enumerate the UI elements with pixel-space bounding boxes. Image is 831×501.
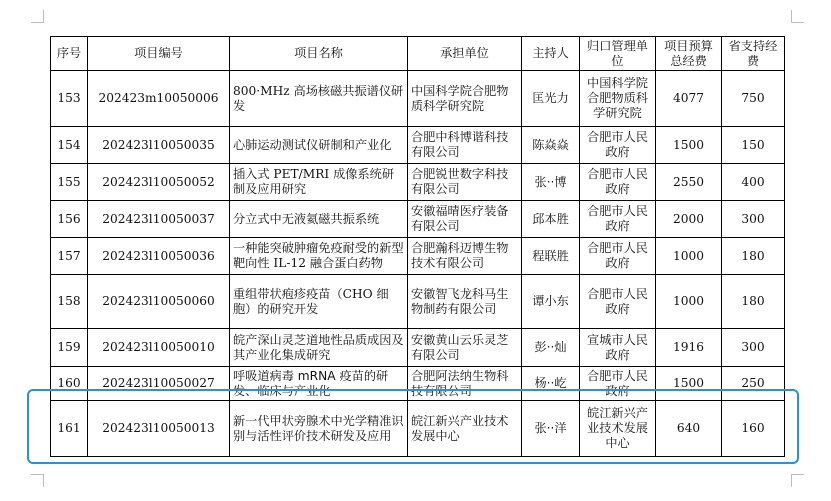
cell-lead: 邱本胜 xyxy=(522,201,580,238)
cell-no: 159 xyxy=(51,329,88,367)
cell-lead: 程联胜 xyxy=(522,238,580,275)
cell-dept: 合肥市人民政府 xyxy=(580,238,656,275)
cell-code: 202423l10050036 xyxy=(88,238,230,275)
cell-support: 180 xyxy=(722,275,785,329)
cell-code: 202423l10050037 xyxy=(88,201,230,238)
cell-name: 分立式中无液氦磁共振系统 xyxy=(230,201,408,238)
page-corner-top-right xyxy=(791,10,804,23)
cell-dept: 合肥市人民政府 xyxy=(580,275,656,329)
cell-support: 400 xyxy=(722,164,785,201)
page-corner-bottom-right xyxy=(791,474,804,487)
cell-dept: 合肥市人民政府 xyxy=(580,127,656,164)
cell-name: 一种能突破肿瘤免疫耐受的新型靶向性 IL-12 融合蛋白药物 xyxy=(230,238,408,275)
cell-lead: 彭··灿 xyxy=(522,329,580,367)
cell-support: 180 xyxy=(722,238,785,275)
cell-no: 156 xyxy=(51,201,88,238)
cell-dept: 合肥市人民政府 xyxy=(580,164,656,201)
cell-name: 心肺运动测试仪研制和产业化 xyxy=(230,127,408,164)
header-support: 省支持经费 xyxy=(722,37,785,71)
cell-support: 300 xyxy=(722,329,785,367)
cell-org: 安徽智飞龙科马生物制药有限公司 xyxy=(408,275,522,329)
cell-budget: 1500 xyxy=(656,367,722,401)
cell-name: 皖产深山灵芝道地性品质成因及其产业化集成研究 xyxy=(230,329,408,367)
cell-dept: 中国科学院合肥物质科学研究院 xyxy=(580,71,656,127)
cell-code: 202423l10050013 xyxy=(88,401,230,457)
cell-code: 202423l10050035 xyxy=(88,127,230,164)
cell-code: 202423l10050060 xyxy=(88,275,230,329)
cell-org: 合肥瀚科迈博生物技术有限公司 xyxy=(408,238,522,275)
cell-budget: 1916 xyxy=(656,329,722,367)
cell-budget: 2000 xyxy=(656,201,722,238)
cell-support: 300 xyxy=(722,201,785,238)
table-header-row xyxy=(51,37,785,71)
header-lead: 主持人 xyxy=(522,37,580,71)
cell-no: 161 xyxy=(51,401,88,457)
cell-name: 新一代甲状旁腺术中光学精准识别与活性评价技术研发及应用 xyxy=(230,401,408,457)
table-row xyxy=(51,127,785,164)
cell-name: 插入式 PET/MRI 成像系统研制及应用研究 xyxy=(230,164,408,201)
header-no: 序号 xyxy=(51,37,88,71)
cell-lead: 杨··屹 xyxy=(522,367,580,401)
cell-no: 155 xyxy=(51,164,88,201)
cell-budget: 1000 xyxy=(656,238,722,275)
cell-org: 合肥阿法纳生物科技有限公司 xyxy=(408,367,522,401)
page-corner-bottom-left xyxy=(31,474,44,487)
cell-support: 250 xyxy=(722,367,785,401)
project-table xyxy=(50,36,785,457)
cell-org: 中国科学院合肥物质科学研究院 xyxy=(408,71,522,127)
cell-lead: 陈焱焱 xyxy=(522,127,580,164)
cell-no: 158 xyxy=(51,275,88,329)
page-corner-top-left xyxy=(31,10,44,23)
table-row xyxy=(51,201,785,238)
cell-budget: 1000 xyxy=(656,275,722,329)
cell-dept: 合肥市人民政府 xyxy=(580,367,656,401)
header-name: 项目名称 xyxy=(230,37,408,71)
cell-dept: 合肥市人民政府 xyxy=(580,201,656,238)
cell-no: 157 xyxy=(51,238,88,275)
cell-org: 合肥锐世数字科技有限公司 xyxy=(408,164,522,201)
cell-name: 800·MHz 高场核磁共振谱仪研发 xyxy=(230,71,408,127)
cell-code: 202423l10050010 xyxy=(88,329,230,367)
cell-org: 合肥中科博谐科技有限公司 xyxy=(408,127,522,164)
cell-no: 154 xyxy=(51,127,88,164)
cell-lead: 张··博 xyxy=(522,164,580,201)
cell-budget: 640 xyxy=(656,401,722,457)
cell-lead: 匡光力 xyxy=(522,71,580,127)
table-row xyxy=(51,401,785,457)
cell-code: 202423m10050006 xyxy=(88,71,230,127)
cell-name: 重组带状疱疹疫苗（CHO 细胞）的研究开发 xyxy=(230,275,408,329)
cell-org: 安徽黄山云乐灵芝有限公司 xyxy=(408,329,522,367)
cell-lead: 谭小东 xyxy=(522,275,580,329)
cell-budget: 2550 xyxy=(656,164,722,201)
cell-dept: 皖江新兴产业技术发展中心 xyxy=(580,401,656,457)
table-row xyxy=(51,275,785,329)
cell-support: 160 xyxy=(722,401,785,457)
cell-no: 160 xyxy=(51,367,88,401)
header-org: 承担单位 xyxy=(408,37,522,71)
table-row xyxy=(51,329,785,367)
cell-support: 150 xyxy=(722,127,785,164)
header-dept: 归口管理单位 xyxy=(580,37,656,71)
cell-budget: 1500 xyxy=(656,127,722,164)
cell-org: 皖江新兴产业技术发展中心 xyxy=(408,401,522,457)
cell-budget: 4077 xyxy=(656,71,722,127)
cell-lead: 张··洋 xyxy=(522,401,580,457)
cell-org: 安徽福晴医疗装备有限公司 xyxy=(408,201,522,238)
cell-name: 呼吸道病毒 mRNA 疫苗的研发、临床与产业化 xyxy=(230,367,408,401)
cell-code: 202423l10050052 xyxy=(88,164,230,201)
cell-no: 153 xyxy=(51,71,88,127)
table-row xyxy=(51,164,785,201)
table-row xyxy=(51,367,785,401)
table-row xyxy=(51,71,785,127)
cell-support: 750 xyxy=(722,71,785,127)
header-budget: 项目预算总经费 xyxy=(656,37,722,71)
header-code: 项目编号 xyxy=(88,37,230,71)
cell-dept: 宣城市人民政府 xyxy=(580,329,656,367)
cell-code: 202423l10050027 xyxy=(88,367,230,401)
table-row xyxy=(51,238,785,275)
